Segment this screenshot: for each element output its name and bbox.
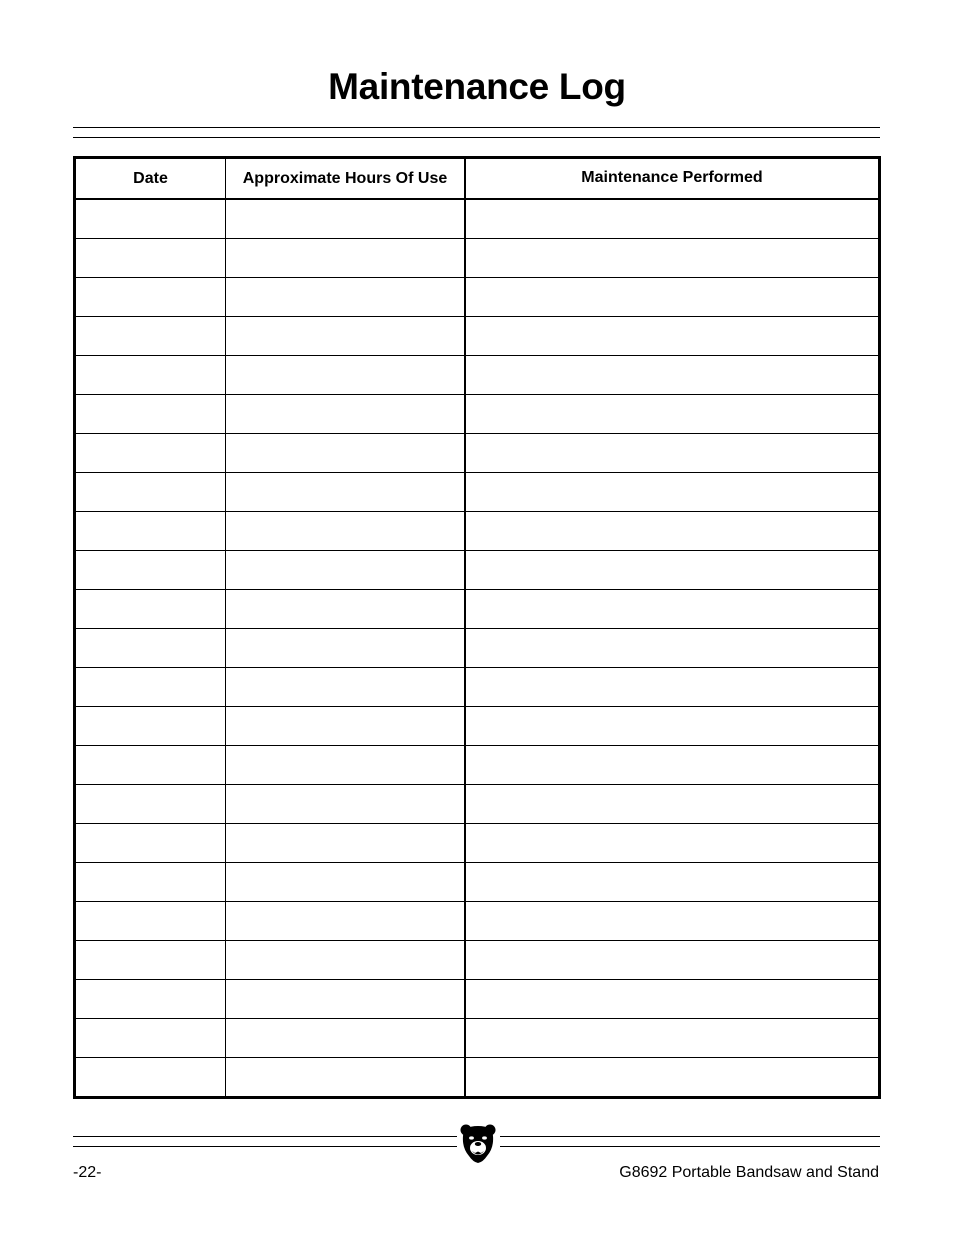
footer-rule-right-top — [500, 1136, 880, 1137]
table-row — [75, 551, 880, 590]
maintenance-cell[interactable] — [465, 980, 880, 1019]
hours-cell[interactable] — [226, 199, 466, 239]
page-number: -22- — [73, 1164, 102, 1181]
hours-cell[interactable] — [226, 239, 466, 278]
date-cell[interactable] — [75, 473, 226, 512]
table-row — [75, 512, 880, 551]
date-cell[interactable] — [75, 941, 226, 980]
hours-cell[interactable] — [226, 434, 466, 473]
maintenance-cell[interactable] — [465, 434, 880, 473]
maintenance-log-table — [73, 156, 881, 1099]
table-row — [75, 785, 880, 824]
table-row — [75, 824, 880, 863]
hours-cell[interactable] — [226, 980, 466, 1019]
table-row — [75, 980, 880, 1019]
table-row — [75, 239, 880, 278]
hours-cell[interactable] — [226, 317, 466, 356]
maintenance-cell[interactable] — [465, 629, 880, 668]
table-row — [75, 317, 880, 356]
maintenance-cell[interactable] — [465, 746, 880, 785]
date-cell[interactable] — [75, 1019, 226, 1058]
table-row — [75, 941, 880, 980]
table-row — [75, 863, 880, 902]
page-title: Maintenance Log — [328, 66, 626, 107]
table-row — [75, 902, 880, 941]
hours-cell[interactable] — [226, 590, 466, 629]
maintenance-cell[interactable] — [465, 278, 880, 317]
table-header-row — [75, 158, 880, 200]
table-row — [75, 707, 880, 746]
hours-cell[interactable] — [226, 278, 466, 317]
table-row — [75, 395, 880, 434]
hours-cell[interactable] — [226, 902, 466, 941]
hours-cell[interactable] — [226, 512, 466, 551]
maintenance-cell[interactable] — [465, 785, 880, 824]
hours-cell[interactable] — [226, 356, 466, 395]
date-cell[interactable] — [75, 590, 226, 629]
maintenance-cell[interactable] — [465, 902, 880, 941]
date-cell[interactable] — [75, 668, 226, 707]
maintenance-cell[interactable] — [465, 395, 880, 434]
table-row — [75, 1058, 880, 1098]
maintenance-cell[interactable] — [465, 239, 880, 278]
hours-cell[interactable] — [226, 1019, 466, 1058]
date-cell[interactable] — [75, 199, 226, 239]
table-row — [75, 668, 880, 707]
date-cell[interactable] — [75, 239, 226, 278]
date-cell[interactable] — [75, 434, 226, 473]
table-row — [75, 199, 880, 239]
hours-cell[interactable] — [226, 863, 466, 902]
date-cell[interactable] — [75, 707, 226, 746]
header-maintenance: Maintenance Performed — [465, 158, 880, 200]
table-row — [75, 278, 880, 317]
maintenance-cell[interactable] — [465, 707, 880, 746]
header-date: Date — [75, 158, 226, 200]
date-cell[interactable] — [75, 278, 226, 317]
hours-cell[interactable] — [226, 629, 466, 668]
title-rule-bottom — [73, 137, 880, 138]
maintenance-cell[interactable] — [465, 199, 880, 239]
maintenance-cell[interactable] — [465, 668, 880, 707]
table-row — [75, 590, 880, 629]
date-cell[interactable] — [75, 980, 226, 1019]
maintenance-cell[interactable] — [465, 317, 880, 356]
footer-rule-left-top — [73, 1136, 457, 1137]
footer-rule-right-bottom — [500, 1146, 880, 1147]
maintenance-cell[interactable] — [465, 512, 880, 551]
date-cell[interactable] — [75, 863, 226, 902]
table-row — [75, 1019, 880, 1058]
hours-cell[interactable] — [226, 395, 466, 434]
table-row — [75, 746, 880, 785]
maintenance-cell[interactable] — [465, 551, 880, 590]
date-cell[interactable] — [75, 512, 226, 551]
table-row — [75, 434, 880, 473]
bear-head-icon — [459, 1122, 497, 1164]
table-body — [75, 199, 880, 1098]
hours-cell[interactable] — [226, 1058, 466, 1098]
maintenance-cell[interactable] — [465, 824, 880, 863]
date-cell[interactable] — [75, 1058, 226, 1098]
hours-cell[interactable] — [226, 824, 466, 863]
date-cell[interactable] — [75, 902, 226, 941]
maintenance-cell[interactable] — [465, 863, 880, 902]
maintenance-cell[interactable] — [465, 473, 880, 512]
hours-cell[interactable] — [226, 551, 466, 590]
document-name: G8692 Portable Bandsaw and Stand — [619, 1164, 879, 1181]
date-cell[interactable] — [75, 746, 226, 785]
hours-cell[interactable] — [226, 941, 466, 980]
maintenance-cell[interactable] — [465, 1058, 880, 1098]
hours-cell[interactable] — [226, 668, 466, 707]
footer-rule-left-bottom — [73, 1146, 457, 1147]
table-row — [75, 629, 880, 668]
date-cell[interactable] — [75, 785, 226, 824]
table-row — [75, 473, 880, 512]
date-cell[interactable] — [75, 629, 226, 668]
hours-cell[interactable] — [226, 707, 466, 746]
title-rule-top — [73, 127, 880, 128]
hours-cell[interactable] — [226, 473, 466, 512]
table-row — [75, 356, 880, 395]
date-cell[interactable] — [75, 551, 226, 590]
maintenance-cell[interactable] — [465, 590, 880, 629]
date-cell[interactable] — [75, 395, 226, 434]
hours-cell[interactable] — [226, 746, 466, 785]
date-cell[interactable] — [75, 824, 226, 863]
date-cell[interactable] — [75, 356, 226, 395]
maintenance-cell[interactable] — [465, 941, 880, 980]
hours-cell[interactable] — [226, 785, 466, 824]
maintenance-cell[interactable] — [465, 1019, 880, 1058]
date-cell[interactable] — [75, 317, 226, 356]
header-hours: Approximate Hours Of Use — [226, 158, 466, 200]
maintenance-cell[interactable] — [465, 356, 880, 395]
